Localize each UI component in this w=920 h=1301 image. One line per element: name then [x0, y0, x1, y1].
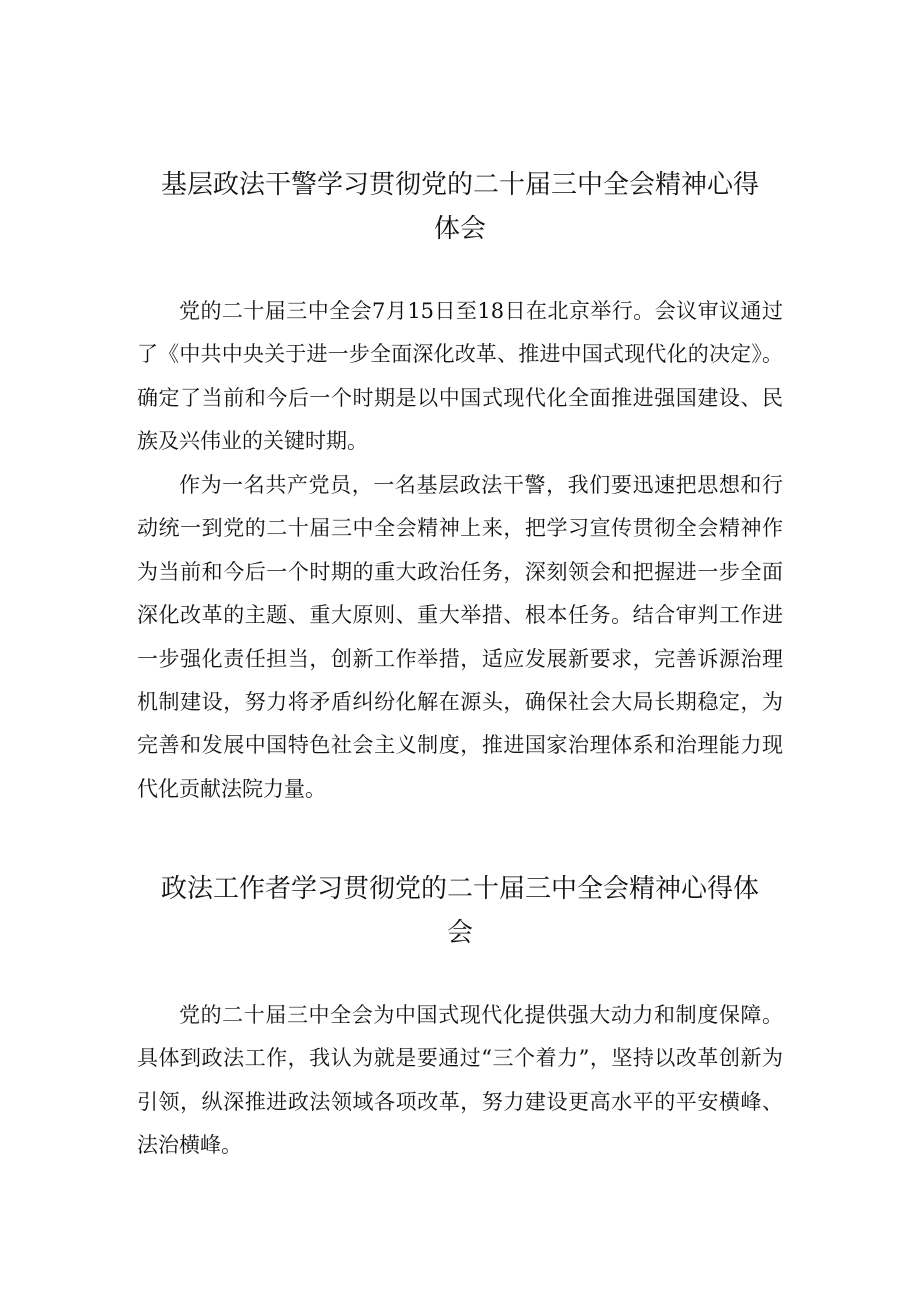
- section1-title-line2: 体会: [433, 214, 486, 244]
- section1-paragraph1: 党的二十届三中全会7月15日至18日在北京举行。会议审议通过了《中共中央关于进一步全面深化改革、推进中国式现代化的决定》。确定了当前和今后一个时期是以中国式现代化全面推进强国建设、民族及兴伟业的关键时期。: [137, 299, 783, 454]
- section1-title: [160, 163, 760, 251]
- section2-paragraph1: 党的二十届三中全会为中国式现代化提供强大动力和制度保障。具体到政法工作，我认为就是要通过“三个着力”，坚持以改革创新为引领，纵深推进政法领域各项改革，努力建设更高水平的平安横峰、法治横峰。: [137, 1003, 783, 1158]
- section1-title-line1: 基层政法干警学习贯彻党的二十届三中全会精神心得: [160, 170, 759, 200]
- section2-title: [160, 867, 760, 955]
- section1-paragraph2: 作为一名共产党员，一名基层政法干警，我们要迅速把思想和行动统一到党的二十届三中全会精神上来，把学习宣传贯彻全会精神作为当前和今后一个时期的重大政治任务，深刻领会和把握进一步全面深化改革的主题、重大原则、重大举措、根本任务。结合审判工作进一步强化责任担当，创新工作举措，适应发展新要求，完善诉源治理机制建设，努力将矛盾纠纷化解在源头，确保社会大局长期稳定，为完善和发展中国特色社会主义制度，推进国家治理体系和治理能力现代化贡献法院力量。: [137, 473, 783, 801]
- section2-title-line1: 政法工作者学习贯彻党的二十届三中全会精神心得体: [160, 874, 759, 904]
- section2-title-line2: 会: [446, 918, 473, 948]
